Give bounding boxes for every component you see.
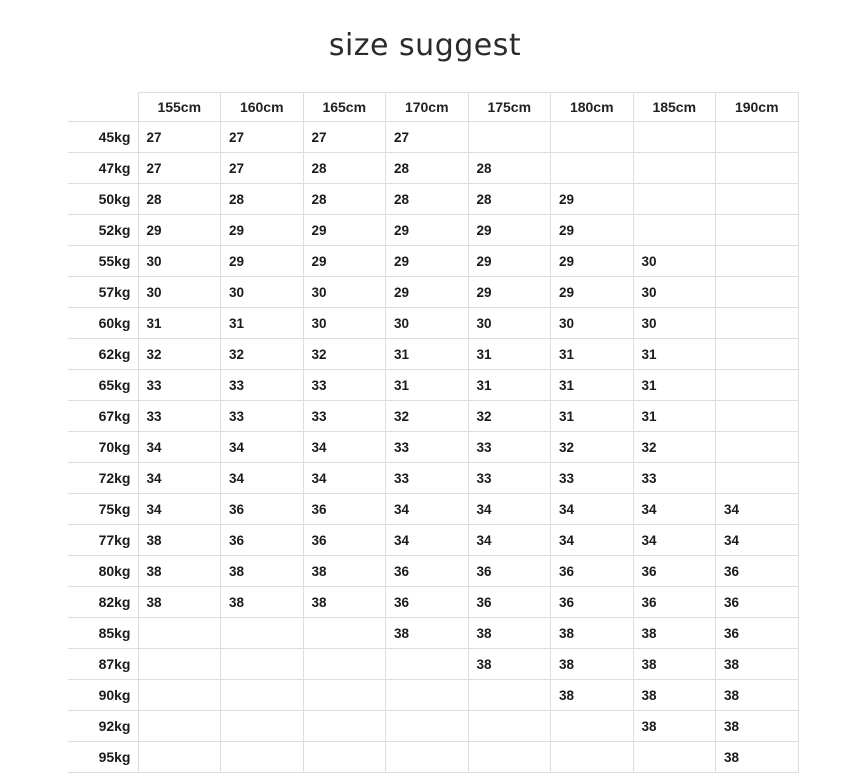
- size-cell: [221, 649, 304, 680]
- row-header-57kg: 57kg: [68, 277, 138, 308]
- size-cell: [633, 184, 716, 215]
- row-header-82kg: 82kg: [68, 587, 138, 618]
- size-cell: 32: [551, 432, 634, 463]
- size-cell: 30: [633, 277, 716, 308]
- size-cell: 29: [303, 246, 386, 277]
- size-cell: 29: [386, 246, 469, 277]
- size-cell: 36: [716, 587, 799, 618]
- size-cell: 36: [303, 525, 386, 556]
- row-header-75kg: 75kg: [68, 494, 138, 525]
- size-cell: 33: [303, 370, 386, 401]
- table-body: [68, 122, 798, 773]
- size-cell: 30: [138, 277, 221, 308]
- size-cell: [716, 308, 799, 339]
- size-cell: 38: [716, 649, 799, 680]
- row-header-90kg: 90kg: [68, 680, 138, 711]
- size-cell: 31: [221, 308, 304, 339]
- size-cell: 33: [138, 401, 221, 432]
- size-cell: [633, 153, 716, 184]
- size-cell: 30: [633, 246, 716, 277]
- table-row: [68, 215, 798, 246]
- table-row: [68, 494, 798, 525]
- size-cell: 38: [138, 587, 221, 618]
- size-cell: 33: [303, 401, 386, 432]
- size-cell: 36: [221, 525, 304, 556]
- size-cell: 34: [303, 463, 386, 494]
- size-cell: 32: [633, 432, 716, 463]
- row-header-62kg: 62kg: [68, 339, 138, 370]
- size-cell: [386, 742, 469, 773]
- size-cell: 29: [221, 246, 304, 277]
- size-cell: 38: [138, 525, 221, 556]
- size-cell: 38: [633, 618, 716, 649]
- size-cell: [138, 649, 221, 680]
- size-cell: [551, 153, 634, 184]
- size-cell: 29: [386, 277, 469, 308]
- size-cell: 33: [633, 463, 716, 494]
- column-header-185cm: 185cm: [633, 93, 716, 122]
- size-cell: 27: [303, 122, 386, 153]
- size-table-container: [68, 92, 798, 773]
- size-cell: [716, 246, 799, 277]
- row-header-67kg: 67kg: [68, 401, 138, 432]
- table-row: [68, 153, 798, 184]
- size-cell: 36: [551, 556, 634, 587]
- size-cell: 27: [221, 122, 304, 153]
- size-cell: 33: [138, 370, 221, 401]
- size-cell: 38: [633, 680, 716, 711]
- size-cell: [303, 742, 386, 773]
- table-row: [68, 122, 798, 153]
- size-cell: 36: [303, 494, 386, 525]
- size-cell: 34: [468, 494, 551, 525]
- size-cell: [716, 463, 799, 494]
- row-header-50kg: 50kg: [68, 184, 138, 215]
- size-cell: 32: [303, 339, 386, 370]
- row-header-60kg: 60kg: [68, 308, 138, 339]
- size-cell: 28: [138, 184, 221, 215]
- size-cell: 36: [386, 587, 469, 618]
- size-cell: 36: [633, 587, 716, 618]
- size-cell: 30: [468, 308, 551, 339]
- size-cell: 30: [138, 246, 221, 277]
- size-cell: 29: [468, 277, 551, 308]
- table-row: [68, 525, 798, 556]
- table-row: [68, 463, 798, 494]
- size-cell: [221, 618, 304, 649]
- size-cell: 36: [468, 556, 551, 587]
- size-cell: [468, 742, 551, 773]
- size-cell: 38: [221, 587, 304, 618]
- size-cell: 28: [468, 184, 551, 215]
- size-cell: [633, 122, 716, 153]
- size-cell: [716, 277, 799, 308]
- size-cell: 29: [221, 215, 304, 246]
- size-cell: [551, 742, 634, 773]
- size-cell: 32: [386, 401, 469, 432]
- table-row: [68, 184, 798, 215]
- size-cell: 29: [468, 246, 551, 277]
- table-head: [68, 93, 798, 122]
- row-header-95kg: 95kg: [68, 742, 138, 773]
- size-cell: 29: [551, 277, 634, 308]
- size-cell: 32: [138, 339, 221, 370]
- table-corner-cell: [68, 93, 138, 122]
- table-row: [68, 556, 798, 587]
- size-cell: [386, 680, 469, 711]
- size-cell: 31: [138, 308, 221, 339]
- table-row: [68, 339, 798, 370]
- size-cell: [716, 215, 799, 246]
- size-cell: 28: [221, 184, 304, 215]
- size-cell: 30: [221, 277, 304, 308]
- size-cell: 34: [633, 525, 716, 556]
- size-cell: 28: [303, 153, 386, 184]
- size-cell: 34: [138, 463, 221, 494]
- size-cell: 38: [303, 556, 386, 587]
- size-cell: [303, 618, 386, 649]
- size-cell: 36: [551, 587, 634, 618]
- column-header-155cm: 155cm: [138, 93, 221, 122]
- size-cell: 36: [716, 618, 799, 649]
- table-row: [68, 711, 798, 742]
- size-cell: 31: [386, 339, 469, 370]
- size-cell: 34: [633, 494, 716, 525]
- size-cell: 38: [633, 649, 716, 680]
- table-row: [68, 587, 798, 618]
- table-row: [68, 401, 798, 432]
- size-cell: [221, 711, 304, 742]
- size-cell: 30: [551, 308, 634, 339]
- size-cell: [386, 711, 469, 742]
- size-cell: 33: [551, 463, 634, 494]
- size-cell: [303, 649, 386, 680]
- table-row: [68, 618, 798, 649]
- size-cell: 29: [468, 215, 551, 246]
- size-cell: 34: [386, 494, 469, 525]
- size-cell: 27: [138, 122, 221, 153]
- table-row: [68, 308, 798, 339]
- row-header-85kg: 85kg: [68, 618, 138, 649]
- size-cell: 29: [551, 246, 634, 277]
- size-cell: 36: [386, 556, 469, 587]
- size-cell: 31: [633, 370, 716, 401]
- size-cell: 38: [468, 649, 551, 680]
- size-cell: 27: [221, 153, 304, 184]
- size-cell: 27: [138, 153, 221, 184]
- row-header-92kg: 92kg: [68, 711, 138, 742]
- table-row: [68, 742, 798, 773]
- row-header-65kg: 65kg: [68, 370, 138, 401]
- row-header-87kg: 87kg: [68, 649, 138, 680]
- size-cell: [303, 711, 386, 742]
- size-cell: 30: [303, 308, 386, 339]
- table-row: [68, 277, 798, 308]
- table-row: [68, 680, 798, 711]
- size-cell: 28: [468, 153, 551, 184]
- size-cell: 34: [716, 525, 799, 556]
- size-cell: [468, 122, 551, 153]
- column-header-165cm: 165cm: [303, 93, 386, 122]
- row-header-80kg: 80kg: [68, 556, 138, 587]
- size-cell: 32: [468, 401, 551, 432]
- table-row: [68, 246, 798, 277]
- row-header-55kg: 55kg: [68, 246, 138, 277]
- size-cell: 31: [468, 370, 551, 401]
- size-cell: [221, 742, 304, 773]
- size-cell: [716, 184, 799, 215]
- size-cell: 33: [221, 401, 304, 432]
- size-cell: 28: [386, 153, 469, 184]
- size-cell: 32: [221, 339, 304, 370]
- size-cell: [716, 401, 799, 432]
- size-cell: 36: [716, 556, 799, 587]
- size-cell: 29: [551, 184, 634, 215]
- size-cell: 30: [633, 308, 716, 339]
- size-cell: [716, 339, 799, 370]
- size-cell: 34: [468, 525, 551, 556]
- size-cell: 34: [716, 494, 799, 525]
- size-cell: 33: [468, 432, 551, 463]
- column-header-190cm: 190cm: [716, 93, 799, 122]
- size-cell: 29: [551, 215, 634, 246]
- size-cell: 38: [551, 618, 634, 649]
- size-cell: 30: [303, 277, 386, 308]
- column-header-160cm: 160cm: [221, 93, 304, 122]
- table-row: [68, 432, 798, 463]
- row-header-52kg: 52kg: [68, 215, 138, 246]
- size-cell: 38: [551, 649, 634, 680]
- size-cell: 31: [468, 339, 551, 370]
- size-cell: 36: [633, 556, 716, 587]
- size-cell: [633, 215, 716, 246]
- size-cell: 31: [551, 370, 634, 401]
- size-cell: 33: [386, 463, 469, 494]
- size-cell: 38: [716, 711, 799, 742]
- size-cell: [138, 711, 221, 742]
- size-cell: 34: [303, 432, 386, 463]
- size-cell: 34: [551, 494, 634, 525]
- size-cell: 38: [716, 680, 799, 711]
- column-header-170cm: 170cm: [386, 93, 469, 122]
- size-cell: 28: [386, 184, 469, 215]
- column-header-180cm: 180cm: [551, 93, 634, 122]
- size-cell: 30: [386, 308, 469, 339]
- page-title: size suggest: [328, 28, 522, 63]
- size-cell: 34: [221, 432, 304, 463]
- size-cell: 29: [138, 215, 221, 246]
- size-cell: 33: [468, 463, 551, 494]
- row-header-77kg: 77kg: [68, 525, 138, 556]
- size-cell: 33: [221, 370, 304, 401]
- size-cell: 34: [138, 494, 221, 525]
- table-header-row: [68, 93, 798, 122]
- size-cell: [716, 153, 799, 184]
- size-cell: 29: [386, 215, 469, 246]
- size-cell: 28: [303, 184, 386, 215]
- size-cell: [716, 432, 799, 463]
- size-cell: 31: [633, 339, 716, 370]
- size-cell: 38: [221, 556, 304, 587]
- row-header-72kg: 72kg: [68, 463, 138, 494]
- size-cell: [138, 680, 221, 711]
- size-cell: 31: [386, 370, 469, 401]
- size-cell: [221, 680, 304, 711]
- size-cell: [551, 711, 634, 742]
- size-suggest-table: [68, 92, 799, 773]
- size-cell: [551, 122, 634, 153]
- table-row: [68, 649, 798, 680]
- size-cell: 31: [551, 339, 634, 370]
- size-cell: 27: [386, 122, 469, 153]
- size-cell: [468, 711, 551, 742]
- size-cell: [386, 649, 469, 680]
- size-cell: [138, 742, 221, 773]
- size-cell: [716, 370, 799, 401]
- size-cell: 38: [468, 618, 551, 649]
- size-cell: 36: [468, 587, 551, 618]
- size-cell: 38: [138, 556, 221, 587]
- size-cell: 34: [551, 525, 634, 556]
- column-header-175cm: 175cm: [468, 93, 551, 122]
- size-cell: 36: [221, 494, 304, 525]
- size-cell: 38: [303, 587, 386, 618]
- size-cell: 31: [633, 401, 716, 432]
- size-cell: 34: [221, 463, 304, 494]
- row-header-70kg: 70kg: [68, 432, 138, 463]
- table-row: [68, 370, 798, 401]
- size-cell: 38: [633, 711, 716, 742]
- size-cell: [303, 680, 386, 711]
- size-cell: 38: [716, 742, 799, 773]
- row-header-47kg: 47kg: [68, 153, 138, 184]
- size-cell: [468, 680, 551, 711]
- size-cell: [633, 742, 716, 773]
- size-cell: 34: [386, 525, 469, 556]
- size-cell: [716, 122, 799, 153]
- row-header-45kg: 45kg: [68, 122, 138, 153]
- size-cell: 34: [138, 432, 221, 463]
- size-cell: 31: [551, 401, 634, 432]
- size-cell: 29: [303, 215, 386, 246]
- size-cell: [138, 618, 221, 649]
- size-cell: 33: [386, 432, 469, 463]
- size-cell: 38: [386, 618, 469, 649]
- size-cell: 38: [551, 680, 634, 711]
